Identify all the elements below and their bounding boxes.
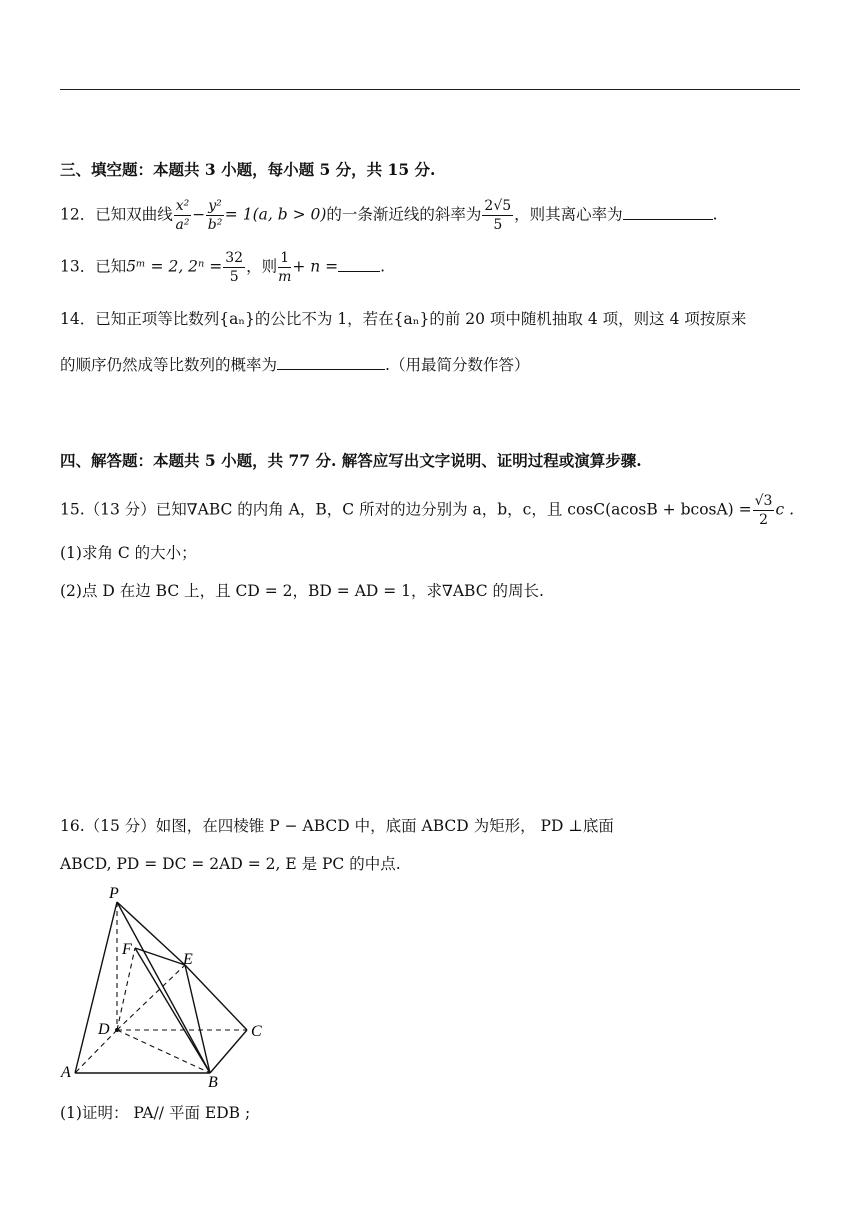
question-15-line-1	[60, 492, 794, 529]
q12-slope: $\frac{2√5}{5}$	[484, 198, 512, 233]
q12-number: 12．	[60, 205, 96, 224]
q12-frac-x: $\frac{\text{x²}}{\text{a²}}$	[175, 198, 190, 233]
q14-line2-pre: 的顺序仍然成等比数列的概率为	[60, 356, 278, 374]
q13-mid: ，则	[246, 257, 278, 276]
q13-cond: 5ᵐ = 2, 2ⁿ =	[126, 257, 223, 276]
q13-number: 13．	[60, 257, 96, 276]
q12-end: .	[712, 205, 718, 224]
question-14-line-2	[60, 354, 529, 376]
label-d: D	[98, 1021, 110, 1038]
question-12	[60, 197, 718, 234]
question-13	[60, 249, 385, 286]
question-16-line-1: 16.（15 分）如图，在四棱锥 P − ABCD 中，底面 ABCD 为矩形， PD ⊥底面	[60, 817, 614, 835]
q15-line1-pre: 15.（13 分）已知∇ABC 的内角 A，B，C 所对的边分别为 a，b，c，且 cosC(acosB + bcosA) =	[60, 500, 752, 519]
q15-line1-post: c .	[775, 500, 795, 519]
question-15-part-2: (2)点 D 在边 BC 上，且 CD = 2，BD = AD = 1，求∇ABC 的周长.	[60, 582, 544, 600]
q12-post: ，则其离心率为	[514, 205, 623, 224]
section-3-heading: 三、填空题：本题共 3 小题，每小题 5 分，共 15 分.	[60, 160, 436, 179]
label-c: C	[251, 1023, 262, 1040]
q13-pre: 已知	[95, 257, 127, 276]
label-a: A	[61, 1064, 71, 1081]
question-16-part-1: (1)证明： PA// 平面 EDB ;	[60, 1104, 251, 1122]
q15-frac: $\frac{√3}{2}$	[754, 493, 773, 528]
question-15-part-1: (1)求角 C 的大小；	[60, 544, 197, 562]
q12-minus: −	[192, 205, 206, 224]
pyramid-figure	[55, 880, 285, 1090]
question-16-line-2: ABCD, PD = DC = 2AD = 2, E 是 PC 的中点.	[60, 855, 401, 873]
label-p: P	[109, 885, 119, 902]
q13-frac: $\frac{32}{5}$	[225, 250, 244, 285]
q12-frac-y: $\frac{\text{y²}}{\text{b²}}$	[207, 198, 223, 233]
header-rule	[60, 89, 800, 90]
q13-expr-post: + n =	[292, 257, 339, 276]
q12-mid: 的一条渐近线的斜率为	[326, 205, 482, 224]
q12-answer-blank	[623, 205, 713, 220]
q13-answer-blank	[338, 257, 380, 272]
q12-eq: = 1(a, b > 0)	[224, 205, 327, 224]
section-4-heading: 四、解答题：本题共 5 小题，共 77 分. 解答应写出文字说明、证明过程或演算步骤.	[60, 451, 642, 470]
q14-answer-blank	[277, 355, 385, 370]
q12-pre: 已知双曲线	[95, 205, 173, 224]
point-d-dot	[115, 1028, 119, 1032]
q13-end: .	[380, 257, 386, 276]
label-b: B	[208, 1074, 218, 1090]
q14-line2-post: .（用最简分数作答）	[385, 356, 530, 374]
q13-expr: $\frac{1}{m}$	[278, 250, 292, 285]
label-f: F	[122, 941, 132, 958]
label-e: E	[183, 951, 193, 968]
question-14-line-1: 14．已知正项等比数列{aₙ}的公比不为 1，若在{aₙ}的前 20 项中随机抽取 4 项，则这 4 项按原来	[60, 310, 747, 328]
